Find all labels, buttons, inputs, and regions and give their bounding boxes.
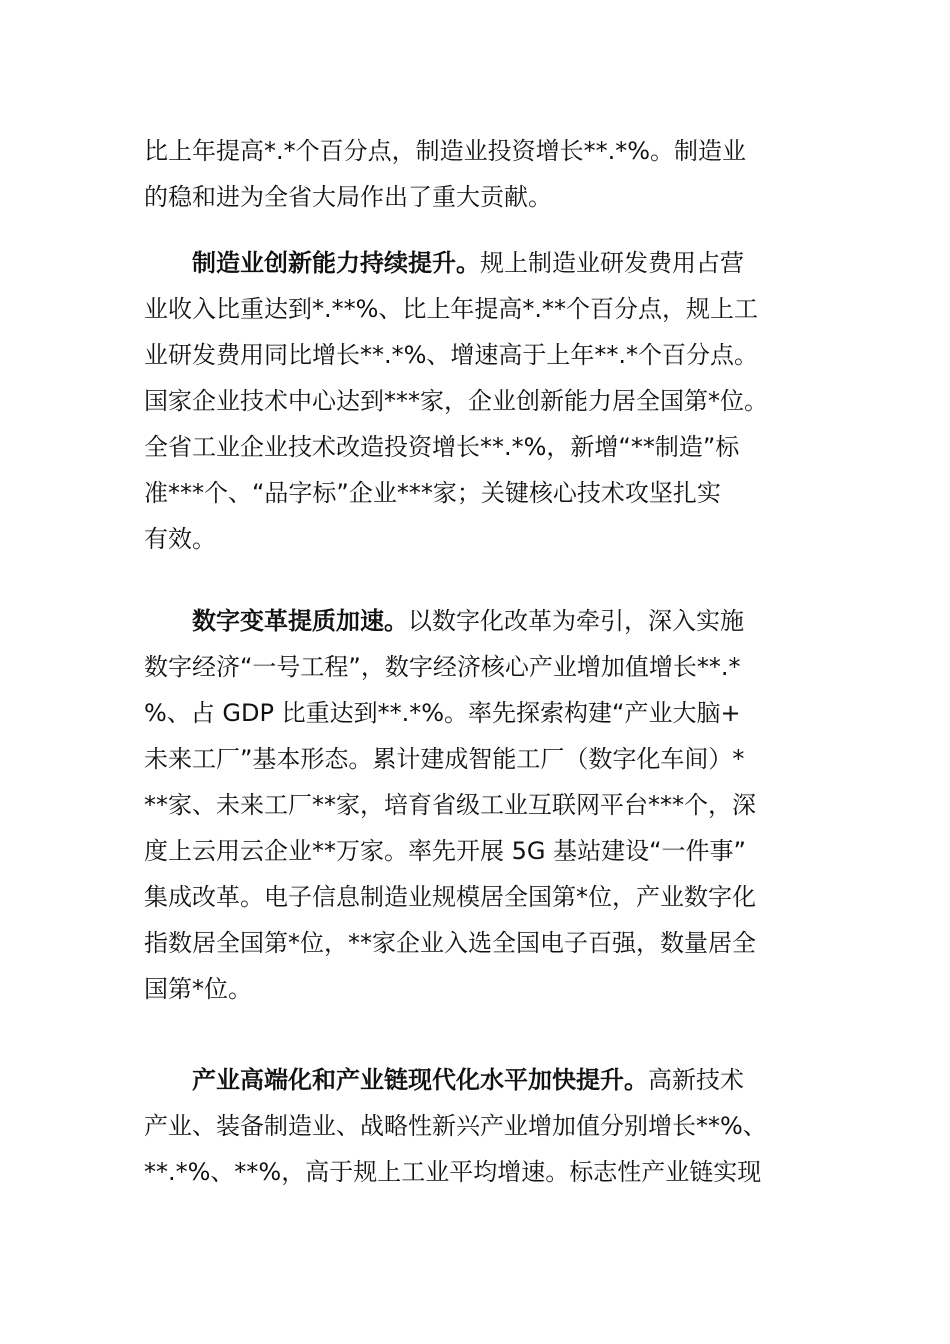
paragraph-digital-transformation bbox=[144, 598, 824, 1012]
paragraph-first-line bbox=[144, 1057, 824, 1103]
text-line: 度上云用云企业**万家。率先开展 5G 基站建设“一件事” bbox=[144, 837, 746, 865]
paragraph-manufacturing-investment bbox=[144, 128, 824, 220]
paragraph-heading: 制造业创新能力持续提升。 bbox=[192, 249, 480, 277]
text-line: 集成改革。电子信息制造业规模居全国第*位，产业数字化 bbox=[144, 883, 756, 911]
text-line: 国第*位。 bbox=[144, 975, 252, 1003]
text-line: 未来工厂”基本形态。累计建成智能工厂（数字化车间）* bbox=[144, 745, 745, 773]
paragraph-heading: 数字变革提质加速。 bbox=[192, 607, 408, 635]
text-line: **家、未来工厂**家，培育省级工业互联网平台***个，深 bbox=[144, 791, 756, 819]
text-line: 的稳和进为全省大局作出了重大贡献。 bbox=[144, 183, 552, 211]
paragraph-first-line bbox=[144, 240, 824, 286]
text-line: 业收入比重达到*.**%、比上年提高*.**个百分点，规上工 bbox=[144, 295, 759, 323]
text-line: 数字经济“一号工程”，数字经济核心产业增加值增长**.* bbox=[144, 653, 741, 681]
text-line: 有效。 bbox=[144, 525, 216, 553]
text-line: 业研发费用同比增长**.*%、增速高于上年**.*个百分点。 bbox=[144, 341, 759, 369]
text-line: **.*%、**%，高于规上工业平均增速。标志性产业链实现 bbox=[144, 1158, 762, 1186]
text-line: 全省工业企业技术改造投资增长**.*%，新增“**制造”标 bbox=[144, 433, 740, 461]
text-run: 规上制造业研发费用占营 bbox=[480, 249, 744, 277]
text-line: 产业、装备制造业、战略性新兴产业增加值分别增长**%、 bbox=[144, 1112, 767, 1140]
text-line: 比上年提高*.*个百分点，制造业投资增长**.*%。制造业 bbox=[144, 137, 747, 165]
paragraph-first-line bbox=[144, 598, 824, 644]
text-run: 以数字化改革为牵引，深入实施 bbox=[408, 607, 744, 635]
paragraph-innovation bbox=[144, 240, 824, 562]
text-line: 指数居全国第*位，**家企业入选全国电子百强，数量居全 bbox=[144, 929, 756, 957]
paragraph-heading: 产业高端化和产业链现代化水平加快提升。 bbox=[192, 1066, 648, 1094]
text-run: 高新技术 bbox=[648, 1066, 744, 1094]
paragraph-industry-upgrade bbox=[144, 1057, 824, 1195]
text-line: %、占 GDP 比重达到**.*%。率先探索构建“产业大脑+ bbox=[144, 699, 741, 727]
text-line: 国家企业技术中心达到***家，企业创新能力居全国第*位。 bbox=[144, 387, 768, 415]
text-line: 准***个、“品字标”企业***家；关键核心技术攻坚扎实 bbox=[144, 479, 721, 507]
